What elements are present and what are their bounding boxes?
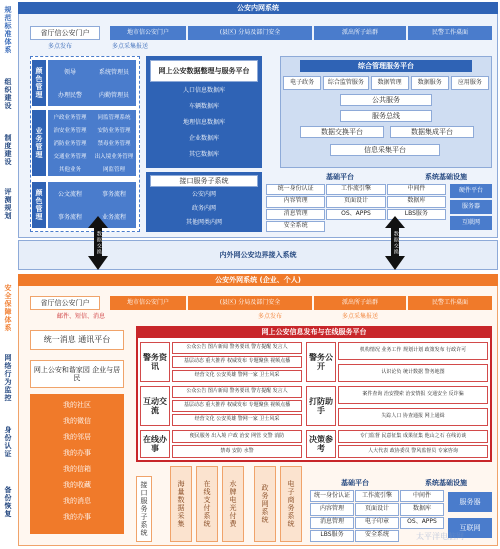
interface-net-3[interactable]: 其他网类内网 (185, 218, 222, 226)
news-label[interactable]: 警务资讯 (140, 342, 170, 382)
online-label[interactable]: 在线办事 (140, 430, 170, 458)
public-row: 认识论负 统计数据 警务地图 (338, 364, 488, 382)
outer-interface-subsystem[interactable]: 接口服务子系统 (136, 476, 152, 542)
inner-portal[interactable]: 省厅信公安门户 (30, 26, 100, 40)
basic-item[interactable]: OS、APPS (326, 209, 385, 220)
outer-portal-box[interactable]: 网上公安和谐家园 企业与居民 (30, 360, 124, 388)
biz-item[interactable]: 安防业务管理 (97, 127, 131, 134)
backup-label: 备份恢复 (4, 486, 13, 518)
inner-collect-arrow: 多点采集报送 (111, 42, 148, 50)
outer-basic-item[interactable]: OS、APPS (400, 517, 444, 529)
ecommerce-system[interactable]: 电子商务系统 (280, 466, 302, 542)
outer-basic-item[interactable]: 页面设计 (355, 503, 399, 515)
basic-item[interactable]: 消息管理 (266, 209, 325, 220)
system-build-label: 制度建设 (4, 134, 13, 166)
water-electric-pay[interactable]: 水牌电光付费 (222, 466, 244, 542)
flow-item[interactable]: 公文流程 (57, 191, 82, 198)
inner-branch-1[interactable]: 地市信公安门户 (110, 26, 186, 40)
personal-item[interactable]: 我的微信 (63, 417, 91, 426)
data-platform-title: 网上公安数据整理与服务平台 (150, 60, 258, 82)
outer-branch-3[interactable]: 派出所子站群 (314, 296, 406, 310)
data-db-1[interactable]: 人口信息数据库 (182, 86, 225, 94)
mgmt-item[interactable]: 办理民警 (57, 92, 82, 99)
personal-item[interactable]: 我的收藏 (63, 481, 91, 490)
basic-item[interactable]: 页面设计 (326, 196, 385, 207)
online-row: 禁毒 安防 水警 (172, 445, 302, 458)
inner-network-title: 公安内网系统 (18, 2, 498, 14)
mgmt-label: 颜色管理 (32, 60, 46, 106)
biz-item[interactable]: 消防业务管理 (53, 140, 87, 147)
integrated-item[interactable]: 数据管理 (371, 76, 409, 90)
mgmt-item[interactable]: 内勤管理员 (98, 92, 129, 99)
online-payment[interactable]: 在线支付系统 (196, 466, 218, 542)
data-db-2[interactable]: 车辆数据库 (188, 102, 219, 110)
flow-item[interactable]: 事务流程 (57, 214, 82, 221)
help-row: 失踪人口 协查通报 网上通缉 (338, 408, 488, 426)
interact-row: 公众公告 图片新闻 警务要讯 警方提醒 发言人 (172, 386, 302, 398)
help-label[interactable]: 打防助手 (306, 386, 336, 426)
inner-branch-3[interactable]: 派出所子站群 (314, 26, 406, 40)
biz-item[interactable]: 其他业务 (58, 167, 81, 174)
border-access-bar: 内外网公安边界接入系统 (18, 240, 498, 270)
interface-net-2[interactable]: 政务内网 (191, 204, 216, 212)
biz-item[interactable]: 网监管理 (102, 167, 125, 174)
outer-network-title: 公安外网系统 (企业、个人) (18, 274, 498, 286)
news-row: 基层动态 重大推荐 权威发布 专题聚焦 视频点播 (172, 356, 302, 368)
decision-row: 人大代表 政协委员 警风监督员 专家咨询 (338, 445, 488, 458)
biz-item[interactable]: 同监管理系统 (97, 114, 131, 121)
hw-internet[interactable]: 互联网 (450, 216, 492, 230)
personal-item[interactable]: 我的邻居 (63, 433, 91, 442)
biz-item[interactable]: 出入境业务管理 (94, 154, 134, 161)
data-db-5[interactable]: 其它数据库 (188, 150, 219, 158)
right-exchange-label: 数据交换 (392, 231, 399, 255)
mgmt-item[interactable]: 领导 (63, 69, 76, 76)
outer-basic-item[interactable]: 内容管理 (310, 503, 354, 515)
watermark: 太平洋电脑网 (416, 532, 464, 542)
outer-basic-item[interactable]: 消息管理 (310, 517, 354, 529)
service-bus[interactable]: 服务总线 (340, 110, 432, 122)
biz-item[interactable]: 禁毒业务管理 (97, 140, 131, 147)
outer-basic-item[interactable]: LBS服务 (310, 530, 354, 542)
network-monitor-label: 网络行为监控 (4, 354, 13, 402)
interact-row: 基层动态 重大推荐 权威发布 专题聚焦 视频点播 (172, 400, 302, 412)
integrated-item[interactable]: 应用服务 (451, 76, 489, 90)
outer-basic-title: 基础平台 (341, 478, 369, 487)
flow-label: 颜色管理 (32, 182, 46, 228)
data-exchange[interactable]: 数据交换平台 (300, 126, 384, 138)
integrated-item[interactable]: 电子政务 (283, 76, 321, 90)
data-db-4[interactable]: 企业数据库 (188, 134, 219, 142)
inner-infra-title: 系统基础设施 (425, 172, 467, 181)
outer-basic-item[interactable]: 中间件 (400, 490, 444, 502)
public-label[interactable]: 警务公开 (306, 342, 336, 382)
outer-branch-2[interactable]: (县区) 分局及部门安全 (188, 296, 312, 310)
outer-basic-item[interactable]: 统一身份认证 (310, 490, 354, 502)
hw-platform[interactable]: 硬件平台 (450, 184, 492, 198)
integrated-platform-title: 综合管理服务平台 (300, 60, 472, 72)
interact-label[interactable]: 互动交流 (140, 386, 170, 426)
personal-item[interactable]: 我的办事 (63, 449, 91, 458)
basic-item[interactable]: LBS服务 (387, 209, 446, 220)
help-row: 案件查询 治安搜索 治安情报 交通安全 反诈骗 (338, 386, 488, 404)
hw-server[interactable]: 服务器 (450, 200, 492, 214)
personal-item[interactable]: 我的信箱 (63, 465, 91, 474)
decision-label[interactable]: 决策参考 (306, 430, 336, 458)
flow-item[interactable]: 业务流程 (101, 214, 126, 221)
public-row: 机构情况 业务工作 规划计划 政策发布 行政许可 (338, 342, 488, 360)
outer-portal[interactable]: 省厅信公安门户 (30, 296, 100, 310)
basic-item[interactable]: 安全系统 (266, 221, 325, 232)
red-service-title: 网上公安信息发布与在线服务平台 (136, 326, 492, 338)
outer-hw-internet[interactable]: 互联网 (448, 518, 492, 538)
unified-message-platform[interactable]: 统一消息 通讯平台 (30, 330, 124, 350)
outer-basic-item[interactable]: 电子印章 (355, 517, 399, 529)
personal-item[interactable]: 我的办事 (63, 513, 91, 522)
news-row: 公众公告 图片新闻 警务要讯 警方提醒 发言人 (172, 342, 302, 354)
personal-item[interactable]: 我的社区 (63, 401, 91, 410)
biz-item[interactable]: 交通业务管理 (53, 154, 87, 161)
basic-item[interactable]: 数据库 (387, 196, 446, 207)
left-exchange-label: 数据交换 (95, 231, 102, 255)
public-service[interactable]: 公共服务 (340, 94, 432, 106)
standard-system-label: 规范标准体系 (4, 6, 13, 54)
decision-row: 专门监督 民意征集 成果征集 他山之石 在线访谈 (338, 430, 488, 443)
security-system-label: 安全保障体系 (4, 284, 13, 332)
outer-basic-item[interactable]: 工作流引擎 (355, 490, 399, 502)
outer-basic-item[interactable]: 数据库 (400, 503, 444, 515)
integrated-item[interactable]: 综合监管服务 (323, 76, 368, 90)
data-integration[interactable]: 数据集成平台 (390, 126, 474, 138)
online-row: 便民服务 出入境 户政 治安 网管 交警 消防 (172, 430, 302, 443)
outer-basic-item[interactable]: 安全系统 (355, 530, 399, 542)
massive-data-collect[interactable]: 海量数据采集 (170, 466, 192, 542)
outer-branch-4[interactable]: 民警工作桌面 (408, 296, 492, 310)
inner-basic-title: 基础平台 (326, 172, 354, 181)
gov-net-system[interactable]: 政务网系统 (254, 466, 276, 542)
interface-subsystem-title: 接口服务子系统 (150, 175, 258, 187)
mgmt-item[interactable]: 系统管理员 (98, 69, 129, 76)
outer-infra-title: 系统基础设施 (425, 478, 467, 487)
eval-plan-label: 评测规划 (4, 188, 13, 220)
outer-hw-server[interactable]: 服务器 (448, 492, 492, 512)
outer-collect-arrow: 多点采集报送 (341, 312, 378, 320)
info-collect[interactable]: 信息采集平台 (330, 144, 440, 156)
biz-item[interactable]: 治安业务管理 (53, 127, 87, 134)
integrated-item[interactable]: 数据服务 (411, 76, 449, 90)
biz-label: 业务管理 (32, 110, 46, 176)
interact-row: 经营文化 公安英雄 警网一家 卫士风采 (172, 414, 302, 426)
interface-net-1[interactable]: 公安内网 (191, 190, 216, 198)
outer-branch-1[interactable]: 地市信公安门户 (110, 296, 186, 310)
basic-item[interactable]: 统一身份认证 (266, 184, 325, 195)
basic-item[interactable]: 中间件 (387, 184, 446, 195)
inner-branch-2[interactable]: (县区) 分局及部门安全 (188, 26, 312, 40)
data-db-3[interactable]: 地理信息数据库 (182, 118, 225, 126)
outer-channels: 邮件、短信、消息 (56, 312, 105, 320)
identity-label: 身份认证 (4, 426, 13, 458)
outer-publish-arrow: 多点发布 (257, 312, 282, 320)
inner-branch-4[interactable]: 民警工作桌面 (408, 26, 492, 40)
basic-item[interactable]: 内容管理 (266, 196, 325, 207)
biz-item[interactable]: 户政业务管理 (53, 114, 87, 121)
org-build-label: 组织建设 (4, 78, 13, 110)
news-row: 经营文化 公安英雄 警网一家 卫士风采 (172, 370, 302, 382)
basic-item[interactable]: 工作流引擎 (326, 184, 385, 195)
inner-publish-arrow: 多点发布 (47, 42, 72, 50)
flow-item[interactable]: 事务流程 (101, 191, 126, 198)
personal-item[interactable]: 我的消息 (63, 497, 91, 506)
